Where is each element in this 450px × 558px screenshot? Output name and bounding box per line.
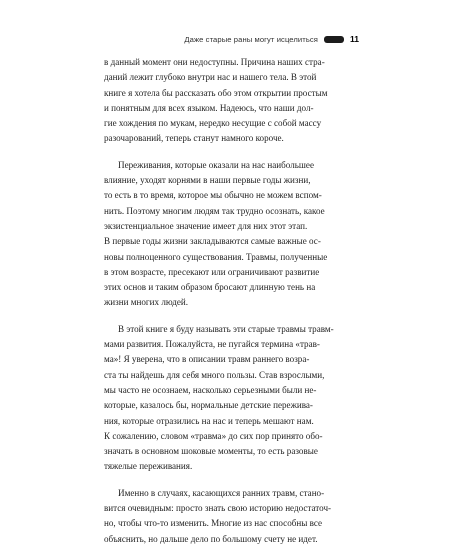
body-text [104, 55, 336, 558]
text-line: объяснить, но дальше дело по большому счету не идет. [104, 533, 318, 544]
paragraph-3 [104, 322, 336, 475]
text-line: жизни многих людей. [104, 297, 189, 308]
text-line: Переживания, которые оказали на нас наибольшее [118, 159, 314, 170]
text-line: но, чтобы что-то изменить. Многие из нас способны все [104, 518, 323, 529]
text-line: то есть в то время, которое мы обычно не можем вспом- [104, 190, 322, 201]
text-line: мы часто не осознаем, насколько серьезными были не- [104, 384, 317, 395]
text-line: и понятным для всех языком. Надеюсь, что наши дол- [104, 102, 314, 113]
text-line: даний лежит глубоко внутри нас и нашего тела. В этой [104, 72, 317, 83]
text-line: вится очевидным: просто знать свою историю недостаточ- [104, 503, 332, 514]
text-line: ма»! Я уверена, что в описании травм раннего возра- [104, 354, 310, 365]
text-line: в этом возрасте, пресекают или ограничивают развитие [104, 266, 320, 277]
text-line: гие хождения по мукам, нередко несущие с собой массу [104, 118, 322, 129]
running-head [184, 34, 359, 44]
running-head-title: Даже старые раны могут исцелиться [184, 34, 318, 44]
text-line: этих основ и таким образом бросают длинную тень на [104, 282, 316, 293]
text-line: Именно в случаях, касающихся ранних травм, стано- [118, 487, 325, 498]
text-line: новы полноценного существования. Травмы, полученные [104, 251, 328, 262]
text-line: В первые годы жизни закладываются самые важные ос- [104, 236, 321, 247]
text-line: мами развития. Пожалуйста, не пугайся термина «трав- [104, 339, 320, 350]
text-line: тяжелые переживания. [104, 461, 193, 472]
text-line: в данный момент они недоступны. Причина наших стра- [104, 57, 325, 67]
text-line: разочарований, теперь станут намного короче. [104, 133, 284, 144]
text-line: книге я хотела бы рассказать обо этом открытии простым [104, 87, 328, 98]
text-line: нить. Поэтому многим людям так трудно осознать, какое [104, 205, 325, 216]
text-line: влияние, уходят корнями в наши первые годы жизни, [104, 175, 311, 186]
text-line: К сожалению, словом «травма» до сих пор принято обо- [104, 430, 323, 441]
text-line: ста ты найдешь для себя много пользы. Став взрослыми, [104, 369, 325, 380]
text-line: экзистенциальное значение имеет для них этот этап. [104, 220, 308, 231]
text-line: ния, которые отразились на нас и теперь мешают нам. [104, 415, 314, 426]
text-line: значать в основном шоковые моменты, то есть разовые [104, 446, 318, 457]
paragraph-4 [104, 486, 336, 547]
paragraph-1 [104, 55, 336, 147]
text-line: которые, казалось бы, нормальные детские пережива- [104, 400, 313, 411]
page-number-marker [324, 36, 344, 43]
text-line: В этой книге я буду называть эти старые травмы травм- [118, 323, 334, 334]
paragraph-2 [104, 158, 336, 311]
page-number: 11 [350, 34, 359, 44]
